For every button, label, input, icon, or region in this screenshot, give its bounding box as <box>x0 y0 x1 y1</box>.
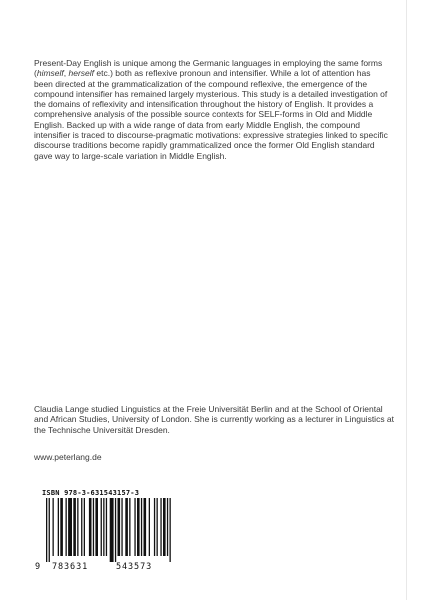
author-bio: Claudia Lange studied Linguistics at the Freie Universität Berlin and at the School of Oriental and African Studies, University of London. She is currently working as a lecturer in Linguistics at the Technische Universität Dresden. <box>34 404 395 435</box>
blurb-text-2: , <box>63 68 69 79</box>
barcode-bar <box>134 498 135 556</box>
barcode-digits-right: 543573 <box>116 562 153 572</box>
barcode-bar <box>101 498 102 556</box>
barcode-bar <box>160 498 161 556</box>
barcode-bar <box>68 498 72 556</box>
barcode-bar <box>73 498 76 556</box>
publisher-website: www.peterlang.de <box>34 452 102 462</box>
blurb-emphasis-herself: herself <box>68 68 95 79</box>
barcode-bar <box>103 498 104 556</box>
barcode-bar <box>84 498 85 556</box>
barcode-bar <box>81 498 82 556</box>
barcode-bar <box>149 498 150 556</box>
barcode-bar <box>77 498 78 556</box>
blurb-paragraph <box>34 58 388 161</box>
barcode-bar <box>110 498 114 562</box>
barcode-bars-graphic <box>34 498 178 562</box>
barcode-bar <box>93 498 94 556</box>
barcode-digits-left: 783631 <box>52 562 89 572</box>
barcode-bar <box>157 498 158 556</box>
barcode-bar <box>129 498 130 556</box>
blurb-emphasis-himself: himself <box>36 68 64 79</box>
barcode-bar <box>53 498 54 556</box>
barcode-bar <box>118 498 121 556</box>
barcode-bar <box>141 498 142 556</box>
barcode-digit-lead: 9 <box>35 562 42 572</box>
barcode-bar <box>66 498 67 556</box>
barcode-bar <box>137 498 140 556</box>
barcode-bar <box>170 498 171 562</box>
barcode-bar <box>115 498 116 562</box>
barcode-bar <box>49 498 50 562</box>
barcode-bar <box>167 498 168 556</box>
barcode-bar <box>46 498 47 562</box>
barcode-bar <box>95 498 98 556</box>
isbn-label: ISBN 978-3-631543157-3 <box>42 489 140 497</box>
barcode-bar <box>60 498 63 556</box>
barcode-bar <box>58 498 59 556</box>
barcode-bar <box>106 498 107 556</box>
barcode-bar <box>125 498 128 556</box>
blurb-text-1: Present-Day English is unique among the Germanic languages in employing the same forms ( <box>34 58 383 79</box>
spine-edge-line <box>406 0 407 600</box>
barcode-bar <box>154 498 155 556</box>
barcode-bar <box>89 498 92 556</box>
barcode-bar <box>144 498 147 556</box>
barcode-bar <box>163 498 166 556</box>
blurb-text-3: etc.) both as reflexive pronoun and intensifier. While a lot of attention has been directed at the grammaticalization of the compound reflexive, the emergence of the compound intensifier has remained largely mysterious. This study is a detailed investigation of the domains of reflexivity and intensification throughout the history of English. It provides a comprehensive analysis of the possible source contexts for SELF-forms in Old and Middle English. Backed up with a wide range of data from early Middle English, the compound intensifier is traced to discourse-pragmatic motivations: expressive strategies linked to specific discourse traditions become rapidly grammaticalized once the former Old English standard gave way to large-scale variation in Middle English. <box>34 68 388 161</box>
isbn-barcode <box>34 487 178 575</box>
barcode-bar <box>121 498 122 556</box>
